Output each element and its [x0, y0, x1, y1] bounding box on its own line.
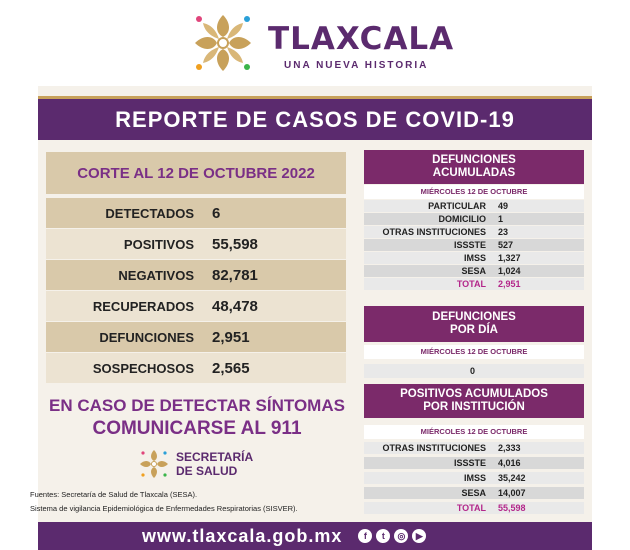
stat-row-defunciones	[46, 322, 346, 352]
corte-date: CORTE AL 12 DE OCTUBRE 2022	[77, 164, 315, 182]
defunciones-dia-row	[364, 364, 584, 378]
row-label: SESA	[461, 488, 486, 498]
stat-value: 6	[212, 204, 221, 222]
source-line-1: Fuentes: Secretaría de Salud de Tlaxcala (SESA).	[30, 490, 198, 499]
salud-line-1: SECRETARÍA	[176, 450, 254, 464]
defunciones-acumuladas-header	[364, 150, 584, 184]
stat-value: 82,781	[212, 266, 258, 284]
corte-date-bar	[46, 152, 346, 194]
report-banner	[38, 96, 592, 140]
row-label: SESA	[461, 266, 486, 276]
stat-row-detectados	[46, 198, 346, 228]
report-title: REPORTE DE CASOS DE COVID-19	[115, 106, 515, 132]
row-value: 1	[498, 214, 504, 224]
stat-label: NEGATIVOS	[118, 267, 194, 283]
defunciones-acumuladas-date: MIÉRCOLES 12 DE OCTUBRE	[364, 185, 584, 199]
table-row	[364, 442, 584, 454]
stat-row-positivos	[46, 229, 346, 259]
positivos-institucion-date: MIÉRCOLES 12 DE OCTUBRE	[364, 425, 584, 439]
row-label: TOTAL	[456, 279, 486, 289]
salud-flower-icon	[138, 448, 170, 480]
stat-label: DEFUNCIONES	[99, 329, 194, 345]
row-value: 23	[498, 227, 509, 237]
row-value: 1,327	[498, 253, 521, 263]
row-label: IMSS	[463, 253, 486, 263]
stat-value: 2,951	[212, 328, 250, 346]
flower-logo-icon	[192, 12, 254, 74]
defunciones-dia-date: MIÉRCOLES 12 DE OCTUBRE	[364, 345, 584, 359]
twitter-icon[interactable]: t	[376, 529, 390, 543]
table-row	[364, 239, 584, 251]
header-line: POSITIVOS ACUMULADOS	[400, 388, 548, 400]
stat-row-recuperados	[46, 291, 346, 321]
brand-subtitle: UNA NUEVA HISTORIA	[284, 60, 429, 71]
report-panel	[30, 86, 592, 522]
youtube-icon[interactable]: ▶	[412, 529, 426, 543]
header-line: POR INSTITUCIÓN	[423, 401, 525, 413]
facebook-icon[interactable]: f	[358, 529, 372, 543]
source-line-2: Sistema de vigilancia Epidemiológica de Enfermedades Respiratorias (SISVER).	[30, 504, 298, 513]
stat-value: 2,565	[212, 359, 250, 377]
row-label: TOTAL	[456, 503, 486, 513]
row-value: 4,016	[498, 458, 521, 468]
salud-line-2: DE SALUD	[176, 464, 238, 478]
row-label: PARTICULAR	[428, 201, 486, 211]
header	[0, 0, 630, 86]
table-row	[364, 252, 584, 264]
table-row	[364, 226, 584, 238]
table-row	[364, 457, 584, 469]
stat-label: RECUPERADOS	[92, 298, 194, 314]
stat-value: 55,598	[212, 235, 258, 253]
row-label: ISSSTE	[453, 458, 486, 468]
row-label: ISSSTE	[453, 240, 486, 250]
table-row	[364, 472, 584, 484]
row-label: OTRAS INSTITUCIONES	[382, 227, 486, 237]
stat-value: 48,478	[212, 297, 258, 315]
row-value: 55,598	[498, 503, 526, 513]
row-value: 0	[470, 366, 476, 376]
header-line: ACUMULADAS	[432, 167, 516, 179]
table-row	[364, 265, 584, 277]
instagram-icon[interactable]: ◎	[394, 529, 408, 543]
stat-label: POSITIVOS	[123, 236, 194, 252]
table-row	[364, 200, 584, 212]
stat-label: DETECTADOS	[105, 205, 194, 221]
stat-row-sospechosos	[46, 353, 346, 383]
header-line: DEFUNCIONES	[432, 311, 516, 323]
row-label: OTRAS INSTITUCIONES	[382, 443, 486, 453]
stat-label: SOSPECHOSOS	[92, 360, 194, 376]
table-row	[364, 487, 584, 499]
row-label: IMSS	[463, 473, 486, 483]
defunciones-dia-header	[364, 306, 584, 342]
alert-line-1: EN CASO DE DETECTAR SÍNTOMAS	[49, 396, 345, 415]
header-line: DEFUNCIONES	[432, 154, 516, 166]
row-value: 35,242	[498, 473, 526, 483]
table-row	[364, 213, 584, 225]
row-label: DOMICILIO	[438, 214, 486, 224]
row-value: 49	[498, 201, 509, 211]
row-value: 2,951	[498, 279, 521, 289]
row-value: 1,024	[498, 266, 521, 276]
row-value: 527	[498, 240, 514, 250]
header-line: POR DÍA	[450, 324, 498, 336]
row-value: 2,333	[498, 443, 521, 453]
row-value: 14,007	[498, 488, 526, 498]
footer	[38, 522, 592, 550]
alert-line-2: COMUNICARSE AL 911	[92, 418, 302, 439]
table-row-total	[364, 278, 584, 290]
stat-row-negativos	[46, 260, 346, 290]
secretaria-salud-logo	[176, 450, 253, 478]
social-links	[358, 529, 426, 543]
brand-title: TLAXCALA	[268, 21, 455, 57]
table-row-total	[364, 502, 584, 514]
website-link[interactable]: www.tlaxcala.gob.mx	[142, 525, 343, 546]
positivos-institucion-header	[364, 384, 584, 418]
